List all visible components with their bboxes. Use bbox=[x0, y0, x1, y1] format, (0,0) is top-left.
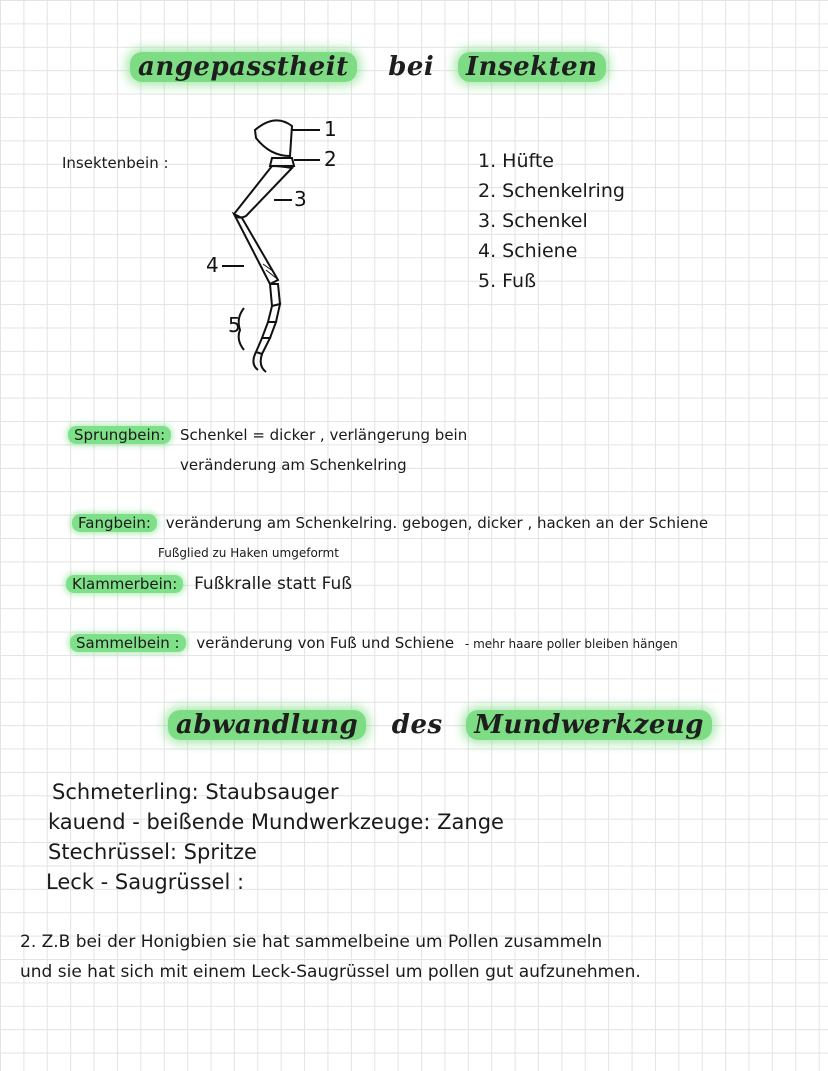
klammerbein-row bbox=[66, 574, 352, 594]
sprungbein-line2: veränderung am Schenkelring bbox=[180, 456, 407, 474]
diagram-label: Insektenbein : bbox=[62, 154, 169, 172]
callout-3: 3 bbox=[294, 187, 307, 211]
leg-coxa bbox=[255, 120, 292, 156]
callout-1: 1 bbox=[324, 117, 337, 141]
section-title-highlight: abwandlung bbox=[168, 710, 366, 740]
title-word-bei: bei bbox=[388, 52, 435, 82]
mouthparts-line-4: Leck - Saugrüssel : bbox=[46, 870, 245, 894]
title-highlight: angepasstheit bbox=[130, 52, 357, 82]
fangbein-line1: veränderung am Schenkelring. gebogen, dicker , hacken an der Schiene bbox=[165, 514, 709, 532]
fangbein-row bbox=[72, 514, 708, 532]
sprungbein-highlight: Sprungbein: bbox=[68, 426, 171, 444]
leg-tibia bbox=[234, 214, 278, 284]
fangbein-line2: Fußglied zu Haken umgeformt bbox=[158, 546, 339, 560]
leg-femur bbox=[234, 166, 292, 218]
list-item: 2. Schenkelring bbox=[478, 180, 625, 202]
leg-claw bbox=[253, 352, 266, 372]
list-item: 4. Schiene bbox=[478, 240, 578, 262]
section-title bbox=[168, 710, 712, 740]
leg-trochanter bbox=[270, 158, 294, 166]
section-title-des: des bbox=[391, 710, 443, 740]
sammelbein-highlight: Sammelbein : bbox=[70, 634, 186, 652]
insect-leg-diagram bbox=[200, 108, 350, 388]
callout-4: 4 bbox=[206, 253, 219, 277]
callout-2: 2 bbox=[324, 147, 337, 171]
callout-5: 5 bbox=[228, 313, 241, 337]
mouthparts-line-2: kauend - beißende Mundwerkzeuge: Zange bbox=[48, 810, 504, 834]
sammelbein-note: - mehr haare poller bleiben hängen bbox=[464, 637, 678, 651]
answer-line-2: und sie hat sich mit einem Leck-Saugrüssel um pollen gut aufzunehmen. bbox=[20, 962, 641, 982]
klammerbein-text: Fußkralle statt Fuß bbox=[194, 574, 352, 594]
list-item: 5. Fuß bbox=[478, 270, 537, 292]
list-item: 1. Hüfte bbox=[478, 150, 554, 172]
klammerbein-highlight: Klammerbein: bbox=[66, 575, 183, 593]
sprungbein-line1: Schenkel = dicker , verlängerung bein bbox=[180, 426, 468, 444]
section-title-mundwerkzeug: Mundwerkzeug bbox=[466, 710, 712, 740]
sammelbein-row bbox=[70, 634, 678, 652]
page-title bbox=[130, 52, 606, 82]
answer-line-1: 2. Z.B bei der Honigbien sie hat sammelbeine um Pollen zusammeln bbox=[20, 932, 603, 952]
mouthparts-line-3: Stechrüssel: Spritze bbox=[48, 840, 257, 864]
title-insekten: Insekten bbox=[458, 52, 606, 82]
list-item: 3. Schenkel bbox=[478, 210, 588, 232]
mouthparts-line-1: Schmeterling: Staubsauger bbox=[52, 780, 339, 804]
leg-tarsus bbox=[256, 284, 280, 354]
fangbein-highlight: Fangbein: bbox=[72, 514, 157, 532]
sammelbein-text: veränderung von Fuß und Schiene bbox=[196, 634, 455, 652]
parts-list bbox=[478, 146, 625, 296]
sprungbein-label bbox=[68, 426, 171, 444]
